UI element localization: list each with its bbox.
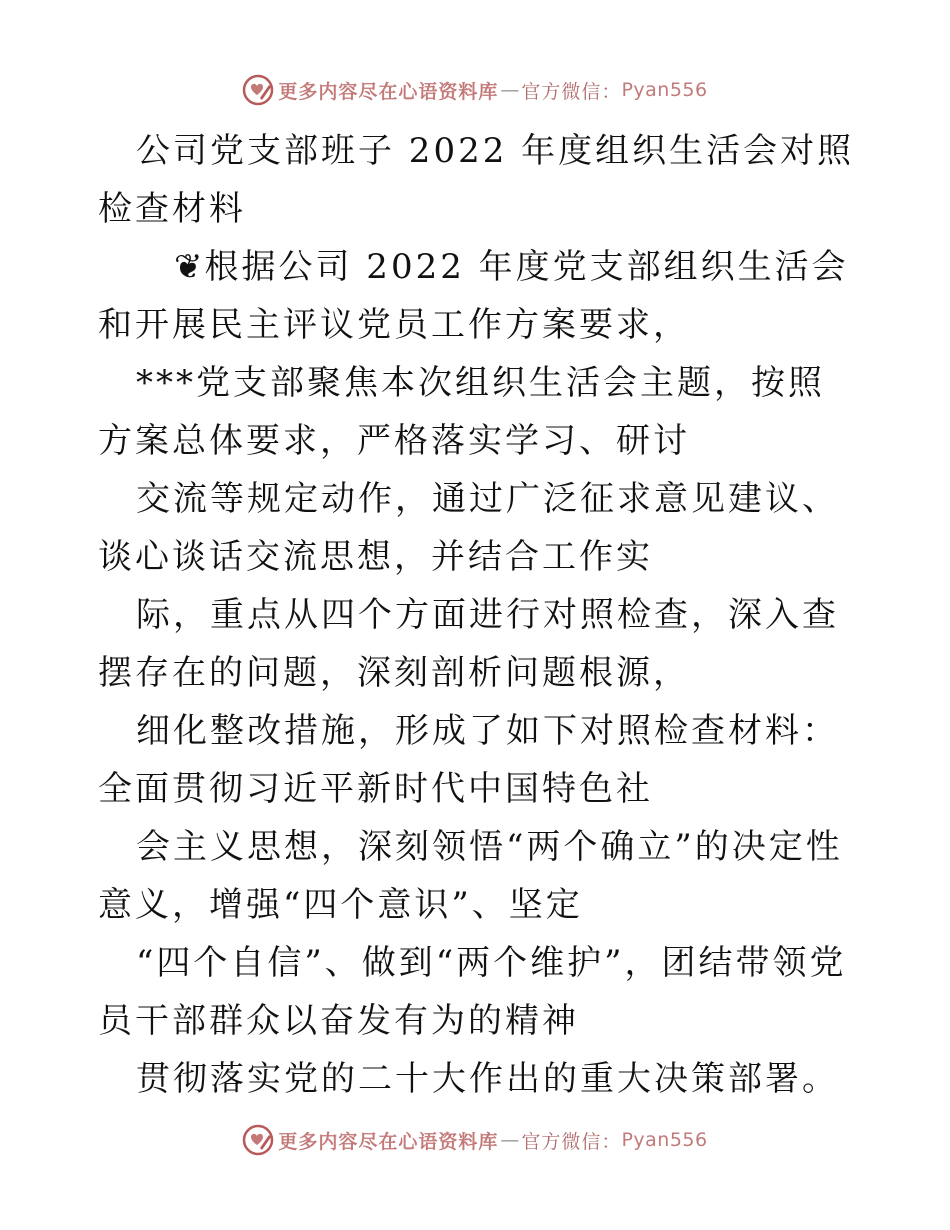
paragraph-6: 会主义思想，深刻领悟“两个确立”的决定性意义，增强“四个意识”、坚定 xyxy=(98,827,843,925)
paragraph-5: 细化整改措施，形成了如下对照检查材料：全面贯彻习近平新时代中国特色社 xyxy=(98,711,839,809)
fleuron-icon: ❦ xyxy=(174,247,203,287)
paragraph-7: “四个自信”、做到“两个维护”，团结带领党员干部群众以奋发有为的精神 xyxy=(98,943,847,1041)
footer-banner xyxy=(0,1120,950,1160)
header-banner xyxy=(0,70,950,110)
banner-wechat-id: Pyan556 xyxy=(621,1129,708,1151)
document-body xyxy=(98,122,858,1108)
heart-pen-logo-icon xyxy=(242,74,274,106)
paragraph-4: 际，重点从四个方面进行对照检查，深入查摆存在的问题，深刻剖析问题根源， xyxy=(98,595,839,693)
paragraph-1-text: 根据公司 2022 年度党支部组织生活会和开展民主评议党员工作方案要求， xyxy=(98,247,849,345)
banner-dash: — xyxy=(500,79,520,101)
paragraph-8: 贯彻落实党的二十大作出的重大决策部署。 xyxy=(136,1059,839,1099)
paragraph-3: 交流等规定动作，通过广泛征求意见建议、谈心谈话交流思想，并结合工作实 xyxy=(98,479,839,577)
paragraph-1 xyxy=(98,238,858,354)
banner-wechat-id: Pyan556 xyxy=(621,79,708,101)
banner-side-text: 官方微信： xyxy=(521,80,622,103)
banner-main-text: 更多内容尽在心语资料库 xyxy=(278,1130,499,1153)
banner-side-text: 官方微信： xyxy=(521,1130,622,1153)
banner-main-text: 更多内容尽在心语资料库 xyxy=(278,80,499,103)
document-title: 公司党支部班子 2022 年度组织生活会对照检查材料 xyxy=(98,131,855,229)
paragraph-2: ***党支部聚焦本次组织生活会主题，按照方案总体要求，严格落实学习、研讨 xyxy=(98,363,825,461)
heart-pen-logo-icon xyxy=(242,1124,274,1156)
banner-dash: — xyxy=(500,1129,520,1151)
